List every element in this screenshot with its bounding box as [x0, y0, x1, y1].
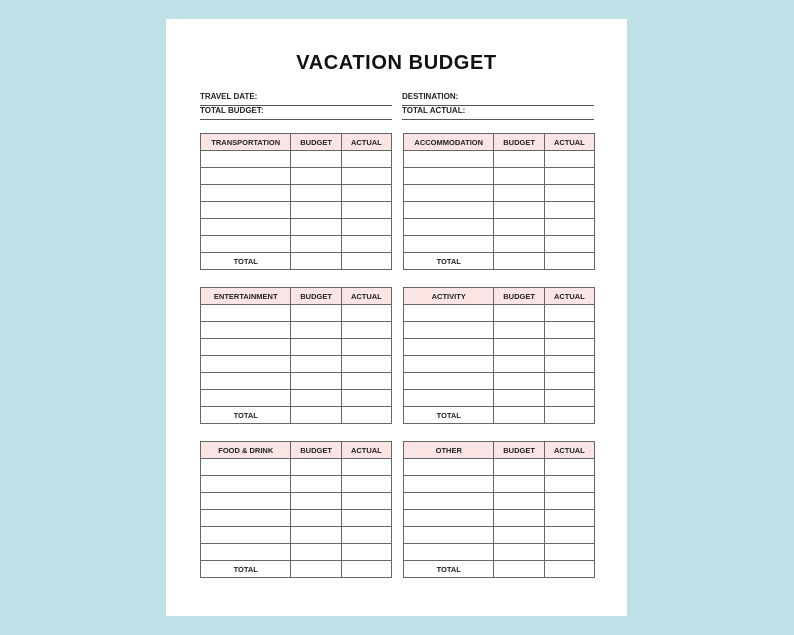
actual-cell[interactable]	[544, 339, 594, 356]
table-row	[201, 527, 392, 544]
budget-cell[interactable]	[291, 339, 341, 356]
actual-cell[interactable]	[544, 151, 594, 168]
total-row	[404, 407, 595, 424]
total-label: TOTAL	[201, 407, 291, 424]
category-header: ACCOMMODATION	[404, 134, 494, 151]
total-budget-cell[interactable]	[494, 253, 544, 270]
item-cell[interactable]	[201, 168, 291, 185]
category-header: FOOD & DRINK	[201, 442, 291, 459]
travel-date-label: TRAVEL DATE:	[200, 92, 258, 101]
table-row	[201, 459, 392, 476]
table-row	[201, 356, 392, 373]
item-cell[interactable]	[404, 356, 494, 373]
actual-cell[interactable]	[544, 527, 594, 544]
travel-date-field[interactable]	[200, 92, 392, 106]
total-budget-cell[interactable]	[494, 407, 544, 424]
table-row	[404, 219, 595, 236]
budget-cell[interactable]	[494, 476, 544, 493]
table-row	[404, 527, 595, 544]
actual-cell[interactable]	[341, 202, 391, 219]
budget-cell[interactable]	[291, 527, 341, 544]
actual-cell[interactable]	[544, 185, 594, 202]
budget-cell[interactable]	[291, 373, 341, 390]
category-header: ACTIVITY	[404, 288, 494, 305]
table-row	[404, 373, 595, 390]
total-actual-cell[interactable]	[544, 407, 594, 424]
budget-cell[interactable]	[291, 390, 341, 407]
table-row	[404, 510, 595, 527]
total-actual-field[interactable]	[402, 106, 594, 120]
item-cell[interactable]	[404, 151, 494, 168]
transportation-table	[200, 133, 392, 270]
actual-cell[interactable]	[544, 459, 594, 476]
table-row	[404, 151, 595, 168]
table-header-row	[404, 442, 595, 459]
actual-cell[interactable]	[544, 236, 594, 253]
activity-table	[403, 287, 595, 424]
actual-cell[interactable]	[544, 202, 594, 219]
item-cell[interactable]	[404, 510, 494, 527]
item-cell[interactable]	[201, 373, 291, 390]
actual-cell[interactable]	[341, 459, 391, 476]
budget-cell[interactable]	[291, 202, 341, 219]
actual-cell[interactable]	[341, 356, 391, 373]
budget-sheet	[166, 19, 627, 616]
actual-cell[interactable]	[341, 510, 391, 527]
actual-cell[interactable]	[544, 373, 594, 390]
actual-cell[interactable]	[341, 151, 391, 168]
actual-cell[interactable]	[341, 493, 391, 510]
total-label: TOTAL	[201, 253, 291, 270]
total-budget-cell[interactable]	[291, 561, 341, 578]
destination-field[interactable]	[402, 92, 594, 106]
table-row	[404, 185, 595, 202]
total-budget-cell[interactable]	[494, 561, 544, 578]
table-header-row	[201, 288, 392, 305]
table-row	[201, 510, 392, 527]
budget-cell[interactable]	[494, 236, 544, 253]
item-cell[interactable]	[201, 236, 291, 253]
destination-label: DESTINATION:	[402, 92, 459, 101]
table-row	[201, 476, 392, 493]
total-budget-cell[interactable]	[291, 407, 341, 424]
actual-cell[interactable]	[544, 356, 594, 373]
budget-cell[interactable]	[494, 185, 544, 202]
total-actual-cell[interactable]	[341, 407, 391, 424]
budget-cell[interactable]	[494, 202, 544, 219]
item-cell[interactable]	[404, 236, 494, 253]
table-row	[404, 202, 595, 219]
actual-cell[interactable]	[341, 527, 391, 544]
table-row	[404, 305, 595, 322]
total-label: TOTAL	[404, 407, 494, 424]
item-cell[interactable]	[201, 356, 291, 373]
table-row	[404, 339, 595, 356]
budget-cell[interactable]	[291, 185, 341, 202]
item-cell[interactable]	[201, 305, 291, 322]
budget-cell[interactable]	[291, 493, 341, 510]
table-row	[201, 339, 392, 356]
item-cell[interactable]	[201, 185, 291, 202]
table-row	[201, 219, 392, 236]
table-header-row	[201, 442, 392, 459]
budget-cell[interactable]	[494, 544, 544, 561]
table-row	[201, 493, 392, 510]
actual-cell[interactable]	[341, 305, 391, 322]
total-actual-cell[interactable]	[544, 561, 594, 578]
budget-cell[interactable]	[291, 459, 341, 476]
item-cell[interactable]	[404, 373, 494, 390]
item-cell[interactable]	[404, 185, 494, 202]
table-row	[404, 236, 595, 253]
item-cell[interactable]	[404, 322, 494, 339]
table-header-row	[404, 288, 595, 305]
item-cell[interactable]	[404, 219, 494, 236]
total-label: TOTAL	[404, 253, 494, 270]
table-header-row	[201, 134, 392, 151]
table-row	[404, 493, 595, 510]
total-row	[201, 561, 392, 578]
total-budget-cell[interactable]	[291, 253, 341, 270]
budget-cell[interactable]	[291, 510, 341, 527]
item-cell[interactable]	[404, 390, 494, 407]
table-header-row	[404, 134, 595, 151]
item-cell[interactable]	[404, 544, 494, 561]
budget-column-header: BUDGET	[494, 442, 544, 459]
actual-cell[interactable]	[341, 219, 391, 236]
total-label: TOTAL	[201, 561, 291, 578]
budget-column-header: BUDGET	[494, 288, 544, 305]
budget-cell[interactable]	[494, 219, 544, 236]
actual-cell[interactable]	[544, 510, 594, 527]
budget-cell[interactable]	[291, 544, 341, 561]
actual-cell[interactable]	[544, 322, 594, 339]
actual-cell[interactable]	[544, 305, 594, 322]
total-actual-cell[interactable]	[341, 561, 391, 578]
actual-cell[interactable]	[341, 373, 391, 390]
item-cell[interactable]	[404, 168, 494, 185]
item-cell[interactable]	[404, 493, 494, 510]
total-row	[404, 253, 595, 270]
item-cell[interactable]	[404, 527, 494, 544]
item-cell[interactable]	[201, 339, 291, 356]
budget-column-header: BUDGET	[494, 134, 544, 151]
actual-column-header: ACTUAL	[544, 134, 594, 151]
item-cell[interactable]	[201, 544, 291, 561]
item-cell[interactable]	[201, 219, 291, 236]
budget-cell[interactable]	[494, 493, 544, 510]
actual-cell[interactable]	[544, 219, 594, 236]
table-row	[404, 322, 595, 339]
budget-cell[interactable]	[291, 151, 341, 168]
budget-cell[interactable]	[291, 236, 341, 253]
item-cell[interactable]	[201, 459, 291, 476]
total-row	[201, 407, 392, 424]
item-cell[interactable]	[201, 390, 291, 407]
budget-cell[interactable]	[494, 390, 544, 407]
budget-cell[interactable]	[494, 373, 544, 390]
item-cell[interactable]	[201, 151, 291, 168]
budget-cell[interactable]	[494, 527, 544, 544]
budget-cell[interactable]	[291, 219, 341, 236]
table-row	[201, 151, 392, 168]
actual-cell[interactable]	[341, 544, 391, 561]
budget-cell[interactable]	[291, 356, 341, 373]
budget-column-header: BUDGET	[291, 442, 341, 459]
actual-cell[interactable]	[341, 339, 391, 356]
item-cell[interactable]	[404, 339, 494, 356]
budget-cell[interactable]	[494, 339, 544, 356]
page-title: VACATION BUDGET	[296, 52, 497, 74]
table-row	[404, 168, 595, 185]
total-budget-field[interactable]	[200, 106, 392, 120]
table-row	[201, 544, 392, 561]
actual-cell[interactable]	[341, 185, 391, 202]
actual-cell[interactable]	[341, 236, 391, 253]
category-header: ENTERTAINMENT	[201, 288, 291, 305]
total-row	[201, 253, 392, 270]
actual-column-header: ACTUAL	[544, 442, 594, 459]
table-row	[201, 236, 392, 253]
item-cell[interactable]	[404, 202, 494, 219]
item-cell[interactable]	[201, 476, 291, 493]
budget-cell[interactable]	[494, 168, 544, 185]
total-label: TOTAL	[404, 561, 494, 578]
food-drink-table	[200, 441, 392, 578]
entertainment-table	[200, 287, 392, 424]
actual-column-header: ACTUAL	[341, 442, 391, 459]
actual-column-header: ACTUAL	[341, 288, 391, 305]
item-cell[interactable]	[201, 322, 291, 339]
budget-cell[interactable]	[494, 151, 544, 168]
table-row	[404, 356, 595, 373]
total-row	[404, 561, 595, 578]
table-row	[201, 168, 392, 185]
total-actual-label: TOTAL ACTUAL:	[402, 106, 466, 115]
budget-cell[interactable]	[494, 510, 544, 527]
budget-cell[interactable]	[291, 476, 341, 493]
table-row	[404, 459, 595, 476]
item-cell[interactable]	[404, 476, 494, 493]
category-header: TRANSPORTATION	[201, 134, 291, 151]
actual-cell[interactable]	[341, 168, 391, 185]
actual-column-header: ACTUAL	[544, 288, 594, 305]
actual-column-header: ACTUAL	[341, 134, 391, 151]
item-cell[interactable]	[201, 202, 291, 219]
budget-column-header: BUDGET	[291, 288, 341, 305]
item-cell[interactable]	[201, 493, 291, 510]
actual-cell[interactable]	[544, 168, 594, 185]
item-cell[interactable]	[404, 305, 494, 322]
actual-cell[interactable]	[341, 390, 391, 407]
item-cell[interactable]	[201, 527, 291, 544]
item-cell[interactable]	[201, 510, 291, 527]
table-row	[201, 185, 392, 202]
actual-cell[interactable]	[341, 476, 391, 493]
budget-cell[interactable]	[494, 322, 544, 339]
budget-cell[interactable]	[494, 305, 544, 322]
table-row	[404, 390, 595, 407]
actual-cell[interactable]	[544, 476, 594, 493]
total-actual-cell[interactable]	[341, 253, 391, 270]
table-row	[201, 373, 392, 390]
table-row	[201, 322, 392, 339]
table-row	[404, 476, 595, 493]
actual-cell[interactable]	[544, 390, 594, 407]
total-budget-label: TOTAL BUDGET:	[200, 106, 264, 115]
actual-cell[interactable]	[341, 322, 391, 339]
actual-cell[interactable]	[544, 493, 594, 510]
budget-cell[interactable]	[494, 459, 544, 476]
total-actual-cell[interactable]	[544, 253, 594, 270]
budget-cell[interactable]	[494, 356, 544, 373]
budget-column-header: BUDGET	[291, 134, 341, 151]
item-cell[interactable]	[404, 459, 494, 476]
other-table	[403, 441, 595, 578]
budget-cell[interactable]	[291, 168, 341, 185]
budget-cell[interactable]	[291, 305, 341, 322]
accommodation-table	[403, 133, 595, 270]
table-row	[201, 305, 392, 322]
budget-cell[interactable]	[291, 322, 341, 339]
table-row	[201, 202, 392, 219]
table-row	[404, 544, 595, 561]
category-header: OTHER	[404, 442, 494, 459]
actual-cell[interactable]	[544, 544, 594, 561]
table-row	[201, 390, 392, 407]
